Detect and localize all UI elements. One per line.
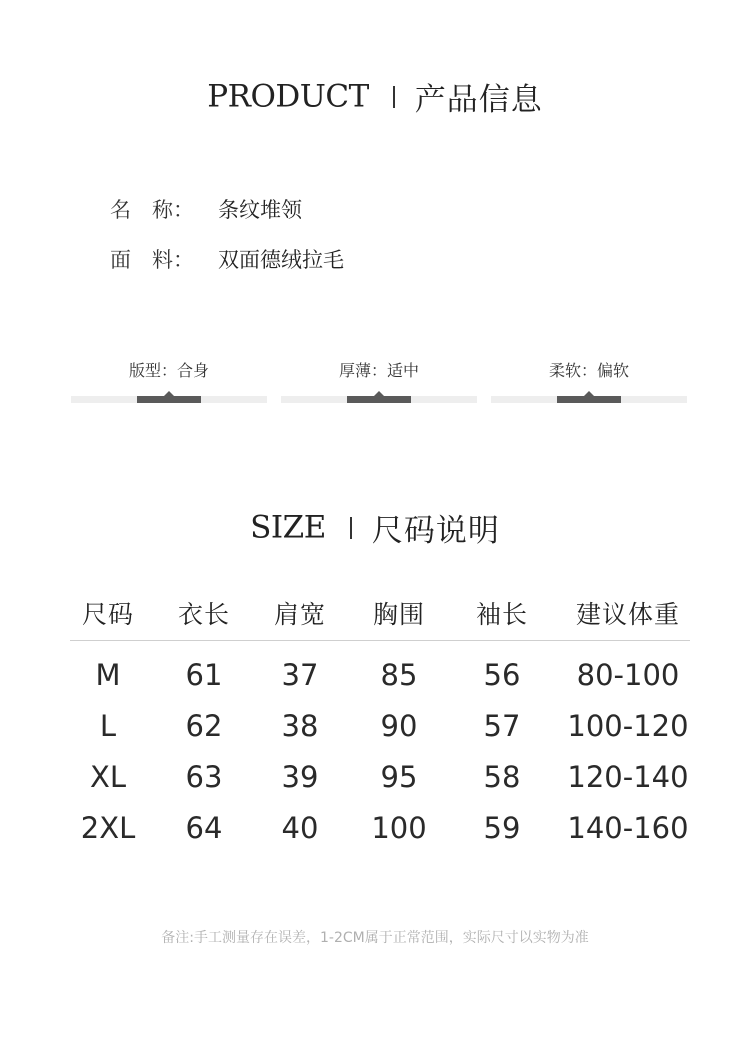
header-sleeve: 袖长 bbox=[475, 600, 528, 629]
cell-chest: 85 bbox=[380, 658, 418, 692]
meter-thickness-marker bbox=[347, 396, 411, 403]
meter-softness bbox=[491, 358, 687, 408]
product-title-en: PRODUCT bbox=[207, 78, 369, 115]
table-row bbox=[70, 701, 690, 752]
product-section-title bbox=[0, 74, 750, 118]
meter-softness-notch bbox=[584, 391, 594, 396]
cell-shoulder: 40 bbox=[281, 811, 319, 845]
name-label: 名 称： bbox=[110, 198, 194, 222]
cell-weight: 140-160 bbox=[567, 811, 689, 845]
cell-chest: 100 bbox=[371, 811, 427, 845]
cell-chest: 90 bbox=[380, 709, 418, 743]
meter-fit-notch bbox=[164, 391, 174, 396]
meter-thickness-label: 厚薄：适中 bbox=[338, 361, 419, 380]
fabric-label: 面 料： bbox=[110, 248, 194, 272]
table-row bbox=[70, 650, 690, 701]
header-weight: 建议体重 bbox=[575, 600, 680, 629]
cell-size: L bbox=[99, 709, 117, 743]
cell-weight: 80-100 bbox=[576, 658, 680, 692]
title-separator bbox=[393, 86, 395, 108]
product-title-cn: 产品信息 bbox=[414, 82, 543, 118]
cell-size: M bbox=[95, 658, 121, 692]
cell-length: 63 bbox=[185, 760, 223, 794]
cell-length: 64 bbox=[185, 811, 223, 845]
cell-shoulder: 39 bbox=[281, 760, 319, 794]
header-length: 衣长 bbox=[177, 600, 230, 629]
cell-chest: 95 bbox=[380, 760, 418, 794]
footnote: 备注:手工测量存在误差，1-2CM属于正常范围，实际尺寸以实物为准 bbox=[161, 930, 589, 946]
meter-fit bbox=[71, 358, 267, 408]
cell-weight: 120-140 bbox=[567, 760, 689, 794]
meter-fit-label: 版型：合身 bbox=[128, 361, 209, 380]
cell-length: 61 bbox=[185, 658, 223, 692]
cell-sleeve: 56 bbox=[483, 658, 521, 692]
title-separator bbox=[350, 517, 352, 539]
cell-sleeve: 57 bbox=[483, 709, 521, 743]
info-row-name bbox=[110, 195, 302, 225]
meter-softness-label: 柔软：偏软 bbox=[548, 361, 629, 380]
name-value: 条纹堆领 bbox=[218, 198, 302, 222]
fabric-value: 双面德绒拉毛 bbox=[218, 248, 344, 272]
meter-fit-marker bbox=[137, 396, 201, 403]
table-row bbox=[70, 803, 690, 854]
size-title-en: SIZE bbox=[250, 509, 326, 546]
header-shoulder: 肩宽 bbox=[273, 600, 326, 629]
info-row-fabric bbox=[110, 245, 344, 275]
cell-sleeve: 58 bbox=[483, 760, 521, 794]
meter-thickness-notch bbox=[374, 391, 384, 396]
header-size: 尺码 bbox=[81, 600, 134, 629]
cell-sleeve: 59 bbox=[483, 811, 521, 845]
table-body bbox=[70, 641, 690, 854]
table-header bbox=[70, 590, 690, 641]
cell-size: XL bbox=[89, 760, 127, 794]
size-title-cn: 尺码说明 bbox=[371, 513, 500, 549]
cell-shoulder: 38 bbox=[281, 709, 319, 743]
header-chest: 胸围 bbox=[372, 600, 425, 629]
cell-shoulder: 37 bbox=[281, 658, 319, 692]
size-section-title bbox=[0, 505, 750, 549]
cell-length: 62 bbox=[185, 709, 223, 743]
table-row bbox=[70, 752, 690, 803]
cell-size: 2XL bbox=[80, 811, 136, 845]
meter-softness-marker bbox=[557, 396, 621, 403]
cell-weight: 100-120 bbox=[567, 709, 689, 743]
size-table bbox=[70, 590, 690, 854]
meter-thickness bbox=[281, 358, 477, 408]
